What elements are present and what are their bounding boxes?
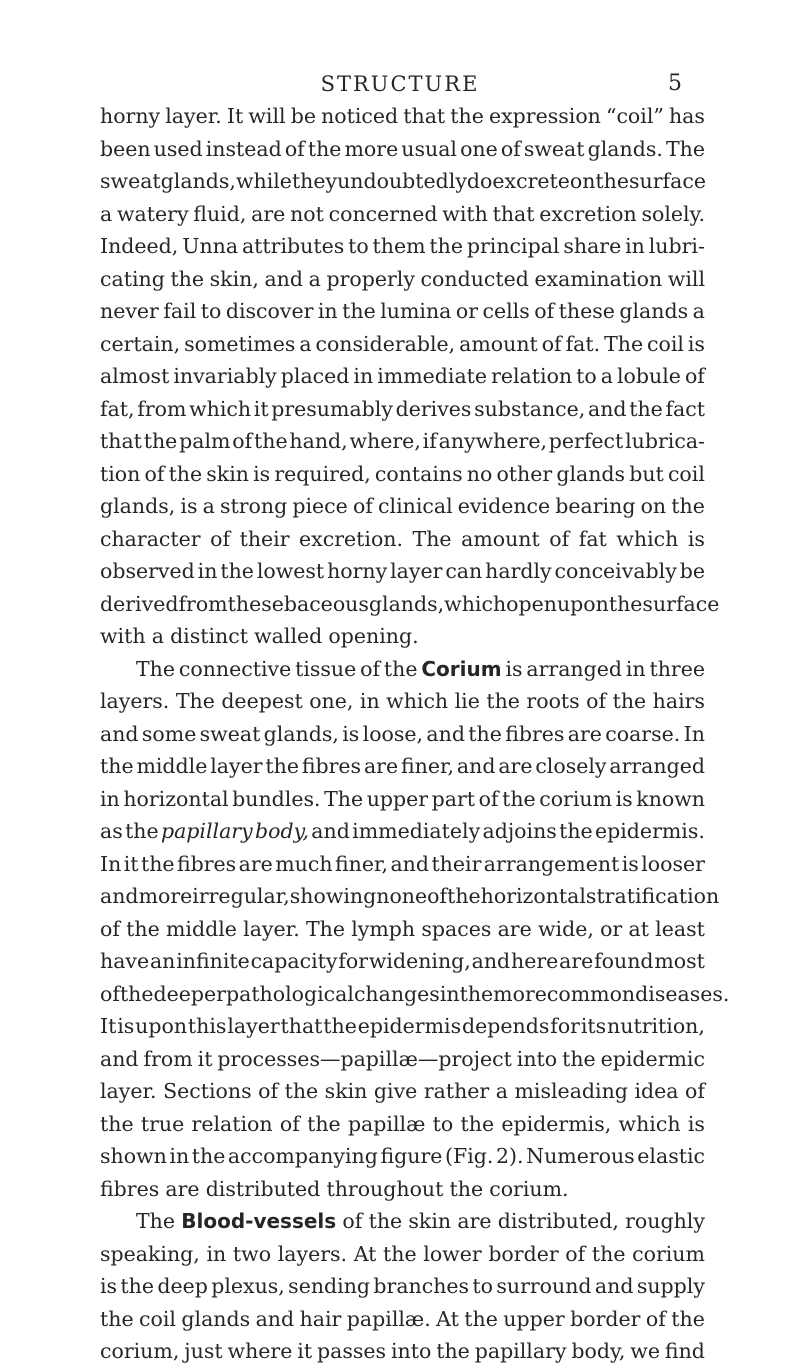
text-line: shown in the accompanying figure (Fig. 2). Numerous elastic <box>100 1144 705 1168</box>
text-line: of the deeper pathological changes in the more common diseases. <box>100 981 730 1006</box>
text-line: The connective tissue of the Corium is arranged in three <box>100 653 705 686</box>
text-line: of the middle layer. The lymph spaces are wide, or at least <box>100 916 705 941</box>
text-line: layers. The deepest one, in which lie the roots of the hairs <box>100 689 705 713</box>
paragraph-corium <box>100 653 730 1206</box>
text-line: corium, just where it passes into the papillary body, we find <box>100 1339 705 1363</box>
text-line: been used instead of the more usual one of sweat glands. The <box>100 136 705 161</box>
text-line: have an infinite capacity for widening, and here are found most <box>100 949 705 973</box>
term-corium: Corium <box>421 656 502 681</box>
text-line: in horizontal bundles. The upper part of the corium is known <box>100 786 705 811</box>
text-line: The Blood-vessels of the skin are distributed, roughly <box>100 1205 705 1238</box>
text-line: character of their excretion. The amount of fat which is <box>100 526 705 551</box>
text-line: sweat glands, while they undoubtedly do excrete on the surface <box>100 169 706 193</box>
text-line: is the deep plexus, sending branches to surround and supply <box>100 1274 705 1298</box>
term-blood-vessels: Blood-vessels <box>181 1209 337 1233</box>
text-line: and some sweat glands, is loose, and the fibres are coarse. In <box>100 721 705 746</box>
text-line: glands, is a strong piece of clinical evidence bearing on the <box>100 494 705 518</box>
text-line: that the palm of the hand, where, if anywhere, perfect lubrica- <box>100 429 705 453</box>
text-line: horny layer. It will be noticed that the expression “coil” has <box>100 104 705 128</box>
text-line: never fail to discover in the lumina or cells of these glands a <box>100 299 705 323</box>
text-line: fat, from which it presumably derives substance, and the fact <box>100 396 705 421</box>
text-line: observed in the lowest horny layer can hardly conceivably be <box>100 559 705 583</box>
text-line: cating the skin, and a properly conducted examination will <box>100 266 705 291</box>
body-text <box>100 100 730 1368</box>
text-line: and from it processes—papillæ—project into the epidermic <box>100 1046 705 1071</box>
running-title: STRUCTURE <box>320 72 480 96</box>
text-line: almost invariably placed in immediate relation to a lobule of <box>100 364 705 388</box>
text-line: with a distinct walled opening. <box>100 624 419 648</box>
page-number: 5 <box>668 71 682 96</box>
text-line: the coil glands and hair papillæ. At the upper border of the <box>100 1306 705 1331</box>
text-line: layer. Sections of the skin give rather a misleading idea of <box>100 1079 705 1103</box>
text-line: and more irregular, showing none of the horizontal stratification <box>100 884 720 908</box>
text-line: It is upon this layer that the epidermis depends for its nutrition, <box>100 1014 705 1038</box>
text-line: speaking, in two layers. At the lower border of the corium <box>100 1241 705 1266</box>
text-line: fibres are distributed throughout the corium. <box>100 1176 569 1201</box>
text-line: a watery fluid, are not concerned with that excretion solely. <box>100 201 705 226</box>
text-line: the true relation of the papillæ to the epidermis, which is <box>100 1111 705 1136</box>
text-line: certain, sometimes a considerable, amount of fat. The coil is <box>100 331 705 356</box>
term-papillary-body: papillary <box>160 819 253 843</box>
text-line: derived from the sebaceous glands, which open upon the surface <box>100 591 720 616</box>
paragraph-blood-vessels <box>100 1205 705 1368</box>
text-line: tion of the skin is required, contains no other glands but coil <box>100 461 705 486</box>
paragraph-coil-glands <box>100 100 720 653</box>
text-line: In it the fibres are much finer, and their arrangement is looser <box>100 851 705 876</box>
text-line: as the papillary body, and immediately adjoins the epidermis. <box>100 815 705 848</box>
term-papillary-body: body, <box>255 819 309 843</box>
text-line: the middle layer the fibres are finer, and are closely arranged <box>100 754 705 778</box>
text-line: Indeed, Unna attributes to them the principal share in lubri- <box>100 234 705 258</box>
